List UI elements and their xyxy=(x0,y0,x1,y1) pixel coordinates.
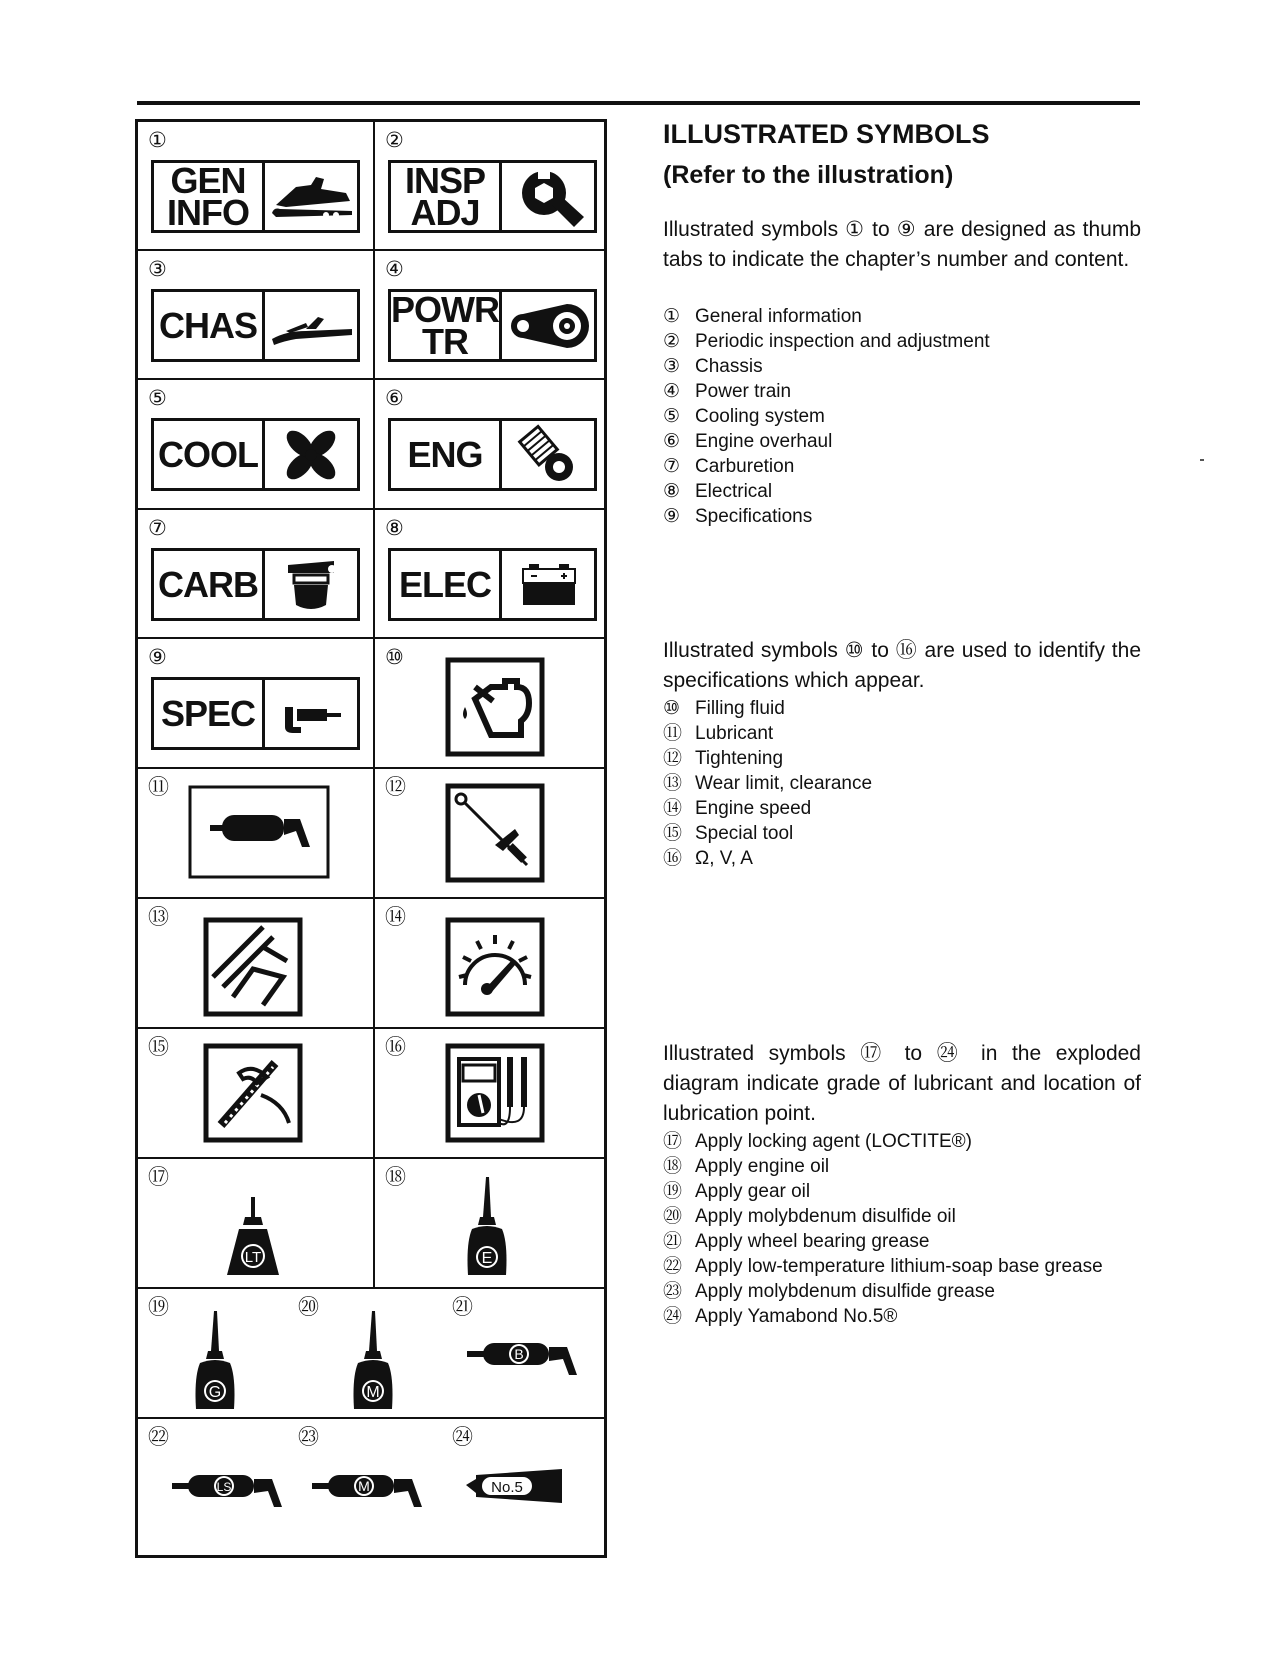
list-item xyxy=(663,1129,1103,1154)
list-item xyxy=(663,1304,1103,1329)
symbol-number: ⑥ xyxy=(385,386,404,410)
symbol-number: ⑱ xyxy=(385,1165,406,1189)
item-text: Chassis xyxy=(695,356,763,377)
thumb-tab-spec xyxy=(151,677,360,750)
item-text: Special tool xyxy=(695,823,794,844)
lithium-soap-grease-icon xyxy=(168,1465,292,1520)
lubricant-letter: M xyxy=(358,1478,370,1494)
page-subtitle: (Refer to the illustration) xyxy=(663,161,954,189)
item-number: ⑪ xyxy=(663,722,683,744)
symbol-number: ⑮ xyxy=(148,1035,169,1059)
drive-belt-icon xyxy=(502,292,594,359)
list-item xyxy=(663,454,990,479)
item-text: Apply engine oil xyxy=(695,1156,830,1177)
caliper-icon xyxy=(203,917,303,1022)
list-item xyxy=(663,479,990,504)
thumb-tab-label: GEN INFO xyxy=(154,163,265,230)
symbol-number: ⑳ xyxy=(298,1295,319,1319)
list-item xyxy=(663,1229,1103,1254)
symbol-number: ⑩ xyxy=(385,645,404,669)
item-number: ㉑ xyxy=(663,1230,683,1252)
item-number: ㉒ xyxy=(663,1255,683,1277)
symbol-cell-7 xyxy=(138,510,373,637)
list-item xyxy=(663,1254,1103,1279)
list-item xyxy=(663,696,872,721)
symbol-cell-8 xyxy=(375,510,604,637)
item-number: ⑤ xyxy=(663,405,681,427)
item-number: ② xyxy=(663,330,681,352)
list-item xyxy=(663,821,872,846)
gear-oil-bottle-icon xyxy=(190,1307,240,1418)
wrench-icon xyxy=(502,163,594,230)
symbol-cell-11 xyxy=(138,769,373,896)
item-number: ⑧ xyxy=(663,480,681,502)
carburetor-icon xyxy=(265,551,357,618)
item-text: Apply low-temperature lithium-soap base grease xyxy=(695,1256,1103,1277)
thumb-tab-cool xyxy=(151,418,360,491)
symbol-cell-12 xyxy=(375,769,604,896)
item-text: Lubricant xyxy=(695,723,774,744)
multimeter-icon xyxy=(445,1043,545,1148)
item-number: ㉔ xyxy=(663,1305,683,1327)
thumb-tab-label: CHAS xyxy=(154,292,265,359)
item-text: Specifications xyxy=(695,506,813,527)
item-text: Periodic inspection and adjustment xyxy=(695,331,990,352)
item-number: ⑮ xyxy=(663,822,683,844)
piston-icon xyxy=(502,421,594,488)
symbol-cell-3 xyxy=(138,251,373,378)
symbol-cell-row-22-24 xyxy=(138,1419,604,1555)
item-number: ⑱ xyxy=(663,1155,683,1177)
molybdenum-grease-icon xyxy=(308,1465,432,1520)
chassis-icon xyxy=(265,292,357,359)
list-item xyxy=(663,304,990,329)
symbol-cell-9 xyxy=(138,639,373,766)
symbol-number: ④ xyxy=(385,257,404,281)
molybdenum-oil-bottle-icon xyxy=(348,1307,398,1418)
thumb-tab-label: COOL xyxy=(154,421,265,488)
item-number: ⑳ xyxy=(663,1205,683,1227)
symbol-number: ㉒ xyxy=(148,1425,169,1449)
oil-can-icon xyxy=(445,657,545,762)
symbol-cell-13 xyxy=(138,899,373,1026)
item-text: Apply gear oil xyxy=(695,1181,811,1202)
header-rule xyxy=(137,101,1140,105)
list-item xyxy=(663,329,990,354)
symbol-number: ⑨ xyxy=(148,645,167,669)
thumb-tab-label: ELEC xyxy=(391,551,502,618)
item-text: Engine speed xyxy=(695,798,812,819)
item-number: ⑯ xyxy=(663,847,683,869)
tachometer-icon xyxy=(445,917,545,1022)
lubricant-symbol-list xyxy=(663,1129,1103,1329)
item-text: Apply locking agent (LOCTITE®) xyxy=(695,1131,972,1152)
list-item xyxy=(663,1204,1103,1229)
list-item xyxy=(663,429,990,454)
lubricant-letter: G xyxy=(208,1384,222,1401)
item-number: ③ xyxy=(663,355,681,377)
item-text: Wear limit, clearance xyxy=(695,773,873,794)
symbol-number: ① xyxy=(148,128,167,152)
item-text: Engine overhaul xyxy=(695,431,833,452)
scan-speck xyxy=(1200,459,1204,461)
list-item xyxy=(663,1179,1103,1204)
thumb-tab-powr-tr xyxy=(388,289,597,362)
lubricant-letter: M xyxy=(366,1384,380,1401)
item-number: ⑭ xyxy=(663,797,683,819)
list-item xyxy=(663,354,990,379)
locking-agent-bottle-icon xyxy=(223,1189,283,1284)
symbol-cell-6 xyxy=(375,380,604,507)
symbol-number: ⑦ xyxy=(148,516,167,540)
item-text: Apply wheel bearing grease xyxy=(695,1231,930,1252)
lubricant-letter: LS xyxy=(216,1480,232,1494)
list-item xyxy=(663,404,990,429)
torque-wrench-icon xyxy=(445,783,545,888)
symbol-number: ㉑ xyxy=(452,1295,473,1319)
symbol-number: ⑲ xyxy=(148,1295,169,1319)
item-text: Electrical xyxy=(695,481,773,502)
symbol-cell-17 xyxy=(138,1159,373,1286)
symbol-number: ③ xyxy=(148,257,167,281)
battery-icon xyxy=(502,551,594,618)
symbol-grid xyxy=(135,119,607,1558)
item-number: ⑦ xyxy=(663,455,681,477)
symbol-cell-18 xyxy=(375,1159,604,1286)
item-text: Ω, V, A xyxy=(695,848,753,869)
section1-intro: Illustrated symbols ① to ⑨ are designed as thumb tabs to indicate the chapter’s number and content. xyxy=(663,218,1141,271)
symbol-number: ⑭ xyxy=(385,905,406,929)
symbol-number: ㉔ xyxy=(452,1425,473,1449)
grease-gun-icon xyxy=(188,783,330,886)
section2-intro: Illustrated symbols ⑩ to ⑯ are used to identify the specifications which appear. xyxy=(663,639,1141,692)
item-number: ⑰ xyxy=(663,1130,683,1152)
symbol-number: ⑬ xyxy=(148,905,169,929)
item-number: ⑫ xyxy=(663,747,683,769)
specification-symbol-list xyxy=(663,696,872,871)
thumb-tab-label: INSP ADJ xyxy=(391,163,502,230)
thumb-tab-elec xyxy=(388,548,597,621)
thumb-tab-label: SPEC xyxy=(154,680,265,747)
lubricant-letter: No.5 xyxy=(491,1479,523,1496)
item-number: ⑲ xyxy=(663,1180,683,1202)
item-text: Carburetion xyxy=(695,456,795,477)
symbol-number: ⑫ xyxy=(385,775,406,799)
item-number: ⑥ xyxy=(663,430,681,452)
item-number: ⑩ xyxy=(663,697,681,719)
symbol-cell-14 xyxy=(375,899,604,1026)
item-text: Cooling system xyxy=(695,406,825,427)
fan-icon xyxy=(265,421,357,488)
symbol-number: ⑯ xyxy=(385,1035,406,1059)
symbol-cell-5 xyxy=(138,380,373,507)
engine-oil-bottle-icon xyxy=(462,1173,512,1284)
item-text: Apply molybdenum disulfide grease xyxy=(695,1281,995,1302)
list-item xyxy=(663,846,872,871)
thumb-tab-carb xyxy=(151,548,360,621)
wheel-bearing-grease-icon xyxy=(463,1333,587,1388)
symbol-cell-4 xyxy=(375,251,604,378)
symbol-cell-2 xyxy=(375,122,604,249)
list-item xyxy=(663,721,872,746)
list-item xyxy=(663,746,872,771)
item-number: ④ xyxy=(663,380,681,402)
yamabond-tube-icon xyxy=(464,1465,568,1514)
symbol-cell-1 xyxy=(138,122,373,249)
thumb-tab-chas xyxy=(151,289,360,362)
symbol-number: ② xyxy=(385,128,404,152)
thumb-tab-label: CARB xyxy=(154,551,265,618)
chapter-symbol-list xyxy=(663,304,990,529)
symbol-number: ⑰ xyxy=(148,1165,169,1189)
caliper-gauge-icon xyxy=(265,680,357,747)
item-text: Power train xyxy=(695,381,792,402)
lubricant-letter: B xyxy=(514,1346,524,1362)
item-text: Filling fluid xyxy=(695,698,785,719)
item-text: Apply Yamabond No.5® xyxy=(695,1306,898,1327)
symbol-cell-16 xyxy=(375,1029,604,1156)
list-item xyxy=(663,796,872,821)
symbol-number: ⑤ xyxy=(148,386,167,410)
list-item xyxy=(663,1154,1103,1179)
thumb-tab-eng xyxy=(388,418,597,491)
page-title: ILLUSTRATED SYMBOLS xyxy=(663,119,990,149)
item-number: ⑨ xyxy=(663,505,681,527)
item-text: General information xyxy=(695,306,862,327)
thumb-tab-insp-adj xyxy=(388,160,597,233)
symbol-cell-15 xyxy=(138,1029,373,1156)
section3-intro: Illustrated symbols ⑰ to ㉔ in the exploded diagram indicate grade of lubricant and location of lubrication point. xyxy=(663,1042,1141,1125)
list-item xyxy=(663,1279,1103,1304)
text-column xyxy=(663,115,1143,197)
list-item xyxy=(663,771,872,796)
symbol-cell-row-19-21 xyxy=(138,1289,604,1416)
list-item xyxy=(663,379,990,404)
lubricant-letter: E xyxy=(481,1250,493,1267)
item-number: ⑬ xyxy=(663,772,683,794)
item-number: ㉓ xyxy=(663,1280,683,1302)
list-item xyxy=(663,504,990,529)
item-number: ① xyxy=(663,305,681,327)
item-text: Apply molybdenum disulfide oil xyxy=(695,1206,956,1227)
symbol-number: ⑧ xyxy=(385,516,404,540)
symbol-cell-10 xyxy=(375,639,604,766)
lubricant-letter: LT xyxy=(244,1249,262,1266)
thumb-tab-label: ENG xyxy=(391,421,502,488)
item-text: Tightening xyxy=(695,748,784,769)
symbol-number: ㉓ xyxy=(298,1425,319,1449)
snowmobile-icon xyxy=(265,163,357,230)
thumb-tab-gen-info xyxy=(151,160,360,233)
symbol-number: ⑪ xyxy=(148,775,169,799)
special-tool-icon xyxy=(203,1043,303,1148)
thumb-tab-label: POWR TR xyxy=(391,292,502,359)
